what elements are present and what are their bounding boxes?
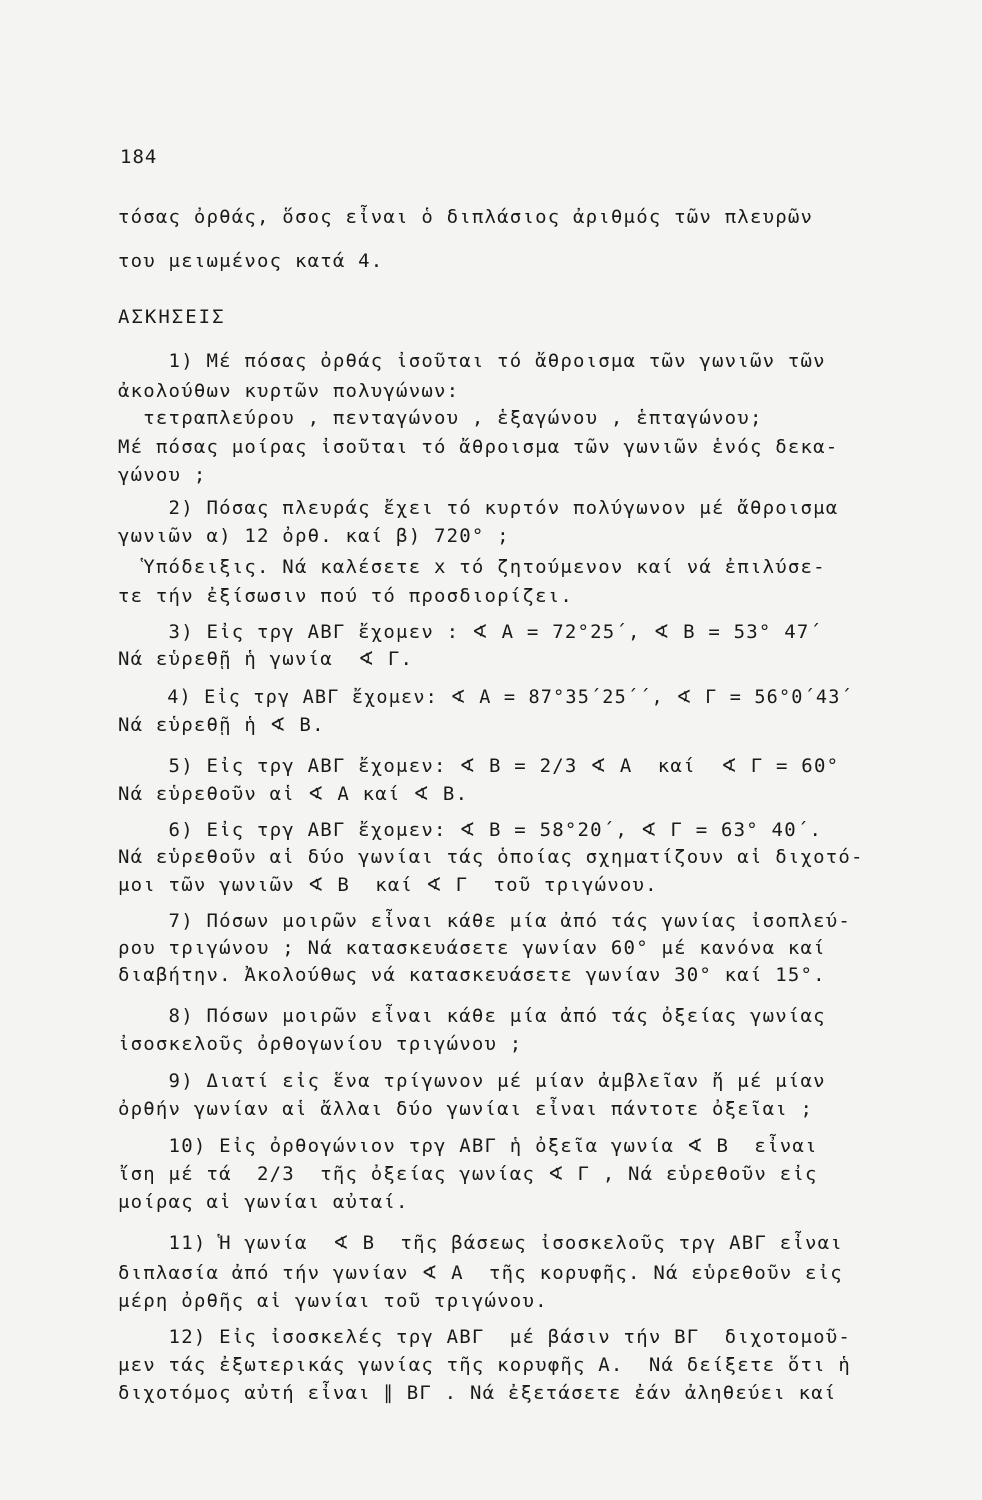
exercise-1-line: 1) Μέ πόσας ὀρθάς ἰσοῦται τό ἄθροισμα τῶν γωνιῶν τῶν <box>118 350 826 372</box>
exercise-11-line: διπλασία ἀπό τήν γωνίαν ∢ Α τῆς κορυφῆς. Νά εὑρεθοῦν εἰς <box>118 1262 843 1284</box>
exercise-5-line: Νά εὑρεθοῦν αἱ ∢ Α καί ∢ Β. <box>118 783 469 805</box>
exercise-2-line: τε τήν ἐξίσωσιν πού τό προσδιορίζει. <box>118 585 574 607</box>
exercise-6-line: μοι τῶν γωνιῶν ∢ Β καί ∢ Γ τοῦ τριγώνου. <box>118 874 658 896</box>
intro-line: του μειωμένος κατά 4. <box>118 250 384 272</box>
exercise-2-line: Ὑπόδειξις. Νά καλέσετε x τό ζητούμενον καί νά ἐπιλύσε- <box>118 556 826 578</box>
exercise-7-line: διαβήτην. Ἀκολούθως νά κατασκευάσετε γωνίαν 30° καί 15°. <box>118 964 826 986</box>
exercise-12-line: διχοτόμος αὐτή εἶναι ∥ ΒΓ . Νά ἐξετάσετε ἐάν ἀληθεύει καί <box>118 1382 837 1404</box>
exercise-10-line: μοίρας αἱ γωνίαι αὐταί. <box>118 1191 409 1213</box>
exercise-6-line: 6) Εἰς τργ ΑΒΓ ἔχομεν: ∢ Β = 58°20΄, ∢ Γ = 63° 40΄. <box>118 819 823 841</box>
exercise-8-line: 8) Πόσων μοιρῶν εἶναι κάθε μία ἀπό τάς ὀξείας γωνίας <box>118 1005 826 1027</box>
exercise-7-line: 7) Πόσων μοιρῶν εἶναι κάθε μία ἀπό τάς γωνίας ἰσοπλεύ- <box>118 910 852 932</box>
exercise-1-line: ἀκολούθων κυρτῶν πολυγώνων: <box>118 380 460 402</box>
exercise-5-line: 5) Εἰς τργ ΑΒΓ ἔχομεν: ∢ Β = 2/3 ∢ Α καί ∢ Γ = 60° <box>118 755 840 777</box>
exercise-4-line: Νά εὑρεθῇ ἡ ∢ Β. <box>118 714 325 736</box>
exercise-2-line: 2) Πόσας πλευράς ἔχει τό κυρτόν πολύγωνον μέ ἄθροισμα <box>118 497 839 519</box>
exercise-9-line: 9) Διατί εἰς ἕνα τρίγωνον μέ μίαν ἀμβλεῖαν ἤ μέ μίαν <box>118 1070 826 1092</box>
exercise-1-line: γώνου ; <box>118 464 207 486</box>
exercise-1-line: Μέ πόσας μοίρας ἰσοῦται τό ἄθροισμα τῶν γωνιῶν ἑνός δεκα- <box>118 436 839 458</box>
exercise-12-line: μεν τάς ἐξωτερικάς γωνίας τῆς κορυφῆς Α. Νά δείξετε ὅτι ἡ <box>118 1354 852 1376</box>
exercise-1-line: τετραπλεύρου , πενταγώνου , ἑξαγώνου , ἑπταγώνου; <box>118 407 763 429</box>
exercise-4-line: 4) Εἰς τργ ΑΒΓ ἔχομεν: ∢ Α = 87°35΄25΄΄, ∢ Γ = 56°0΄43΄ <box>118 687 853 708</box>
intro-line: τόσας ὀρθάς, ὅσος εἶναι ὁ διπλάσιος ἀριθμός τῶν πλευρῶν <box>118 206 814 228</box>
exercise-11-line: μέρη ὀρθῆς αἱ γωνίαι τοῦ τριγώνου. <box>118 1290 548 1312</box>
exercise-12-line: 12) Εἰς ἰσοσκελές τργ ΑΒΓ μέ βάσιν τήν ΒΓ διχοτομοῦ- <box>118 1326 852 1348</box>
exercise-9-line: ὀρθήν γωνίαν αἱ ἄλλαι δύο γωνίαι εἶναι πάντοτε ὀξεῖαι ; <box>118 1098 814 1120</box>
exercise-11-line: 11) Ἡ γωνία ∢ Β τῆς βάσεως ἰσοσκελοῦς τργ ΑΒΓ εἶναι <box>118 1232 843 1254</box>
exercise-3-line: Νά εὑρεθῇ ἡ γωνία ∢ Γ. <box>118 648 414 670</box>
exercise-10-line: 10) Εἰς ὀρθογώνιον τργ ΑΒΓ ἡ ὀξεῖα γωνία ∢ Β εἶναι <box>118 1135 818 1157</box>
exercise-10-line: ἴση μέ τά 2/3 τῆς ὀξείας γωνίας ∢ Γ , Νά εὑρεθοῦν εἰς <box>118 1163 818 1185</box>
section-heading: ΑΣΚΗΣΕΙΣ <box>118 306 226 328</box>
exercise-2-line: γωνιῶν α) 12 ὀρθ. καί β) 720° ; <box>118 525 510 547</box>
exercise-3-line: 3) Εἰς τργ ΑΒΓ ἔχομεν : ∢ Α = 72°25΄, ∢ Β = 53° 47΄ <box>118 621 823 643</box>
exercise-6-line: Νά εὑρεθοῦν αἱ δύο γωνίαι τάς ὁποίας σχηματίζουν αἱ διχοτό- <box>118 846 864 868</box>
exercise-7-line: ρου τριγώνου ; Νά κατασκευάσετε γωνίαν 60° μέ κανόνα καί <box>118 937 826 959</box>
page-number: 184 <box>120 146 158 168</box>
exercise-8-line: ἰσοσκελοῦς ὀρθογωνίου τριγώνου ; <box>118 1033 523 1055</box>
